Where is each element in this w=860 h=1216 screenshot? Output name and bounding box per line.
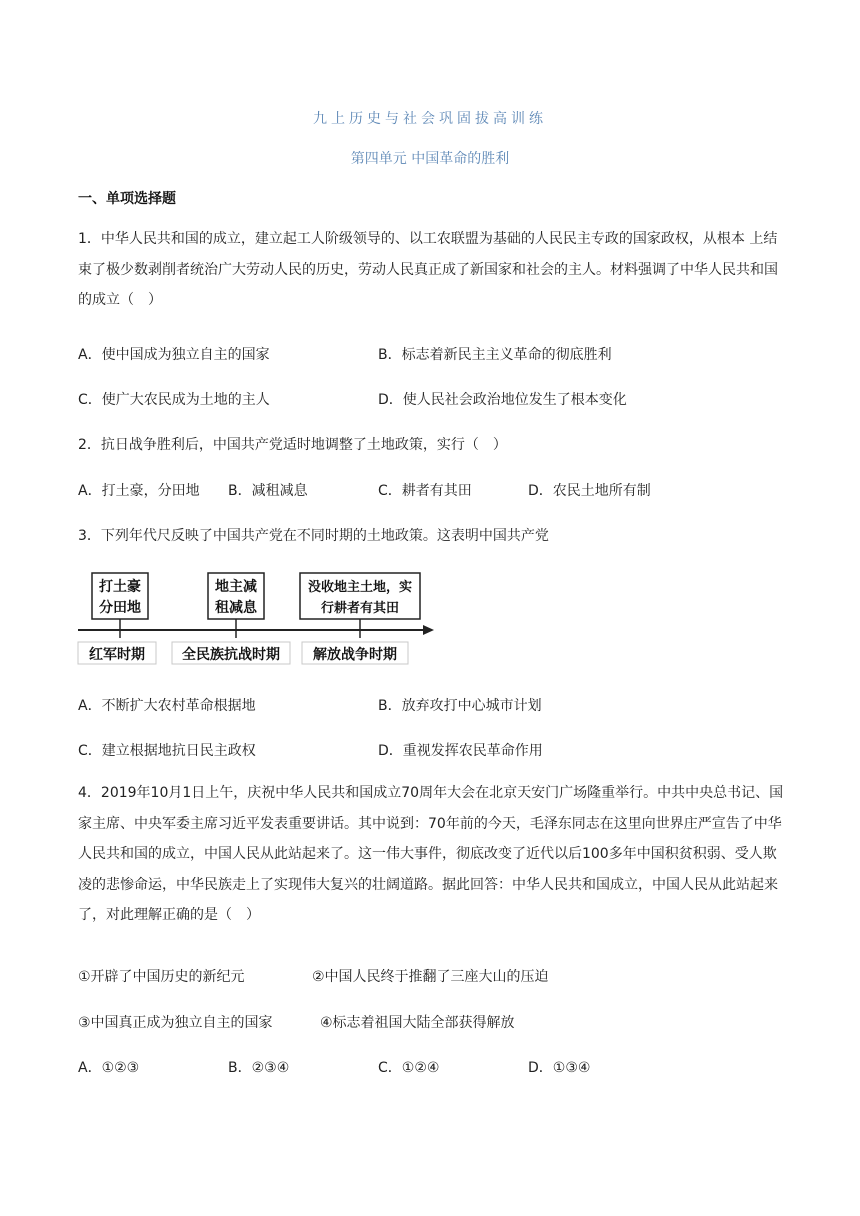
q4-statement-1: ①开辟了中国历史的新纪元	[78, 969, 245, 985]
q3-option-c: C．建立根据地抗日民主政权	[78, 743, 256, 759]
q2-option-b: B．减租减息	[228, 483, 308, 499]
q4-option-d: D．①③④	[528, 1060, 591, 1076]
q2-option-c: C．耕者有其田	[378, 483, 472, 499]
period-label-liberation: 解放战争时期	[313, 647, 397, 663]
q4-statement-3: ③中国真正成为独立自主的国家	[78, 1015, 273, 1031]
timeline-box-1-line1: 打土豪	[99, 579, 141, 595]
land-policy-timeline-figure	[74, 568, 440, 672]
period-label-anti-japanese: 全民族抗战时期	[182, 647, 280, 663]
question-3-stem: 3．下列年代尺反映了中国共产党在不同时期的土地政策。这表明中国共产党	[78, 528, 549, 544]
timeline-box-1-line2: 分田地	[99, 600, 141, 616]
question-1-stem: 1．中华人民共和国的成立，建立起工人阶级领导的、以工农联盟为基础的人民民主专政的国家政权，从根本 上结束了极少数剥削者统治广大劳动人民的历史，劳动人民真正成了新国家和社会的主人。材料强调了中华人民共和国的成立（ ）	[78, 231, 778, 308]
q1-option-c: C．使广大农民成为土地的主人	[78, 392, 270, 408]
timeline-box-2-line1: 地主减	[215, 579, 257, 595]
q4-option-a: A．①②③	[78, 1060, 140, 1076]
q2-option-d: D．农民土地所有制	[528, 483, 651, 499]
q4-statement-4: ④标志着祖国大陆全部获得解放	[320, 1015, 515, 1031]
question-4-stem: 4．2019年10月1日上午，庆祝中华人民共和国成立70周年大会在北京天安门广场隆重举行。中共中央总书记、国家主席、中央军委主席习近平发表重要讲话。其中说到：70年前的今天，毛泽东同志在这里向世界庄严宣告了中华人民共和国的成立，中国人民从此站起来了。这一伟大事件，彻底改变了近代以后100多年中国积贫积弱、受人欺凌的悲惨命运，中华民族走上了实现伟大复兴的壮阔道路。据此回答：中华人民共和国成立，中国人民从此站起来了，对此理解正确的是（ ）	[78, 785, 784, 923]
timeline-arrow-head	[423, 625, 434, 635]
q3-option-d: D．重视发挥农民革命作用	[378, 743, 543, 759]
document-title: 九上历史与社会巩固拔高训练	[313, 111, 547, 127]
q2-option-a: A．打土豪，分田地	[78, 483, 200, 499]
question-2-stem: 2．抗日战争胜利后，中国共产党适时地调整了土地政策，实行（ ）	[78, 437, 507, 453]
timeline-box-3-line1: 没收地主土地，实	[307, 580, 413, 595]
unit-subtitle: 第四单元 中国革命的胜利	[350, 151, 510, 167]
q1-option-a: A．使中国成为独立自主的国家	[78, 347, 270, 363]
section-heading: 一、单项选择题	[78, 191, 176, 207]
q3-option-b: B．放弃攻打中心城市计划	[378, 698, 542, 714]
q1-option-b: B．标志着新民主主义革命的彻底胜利	[378, 347, 612, 363]
q4-option-b: B．②③④	[228, 1060, 290, 1076]
period-label-red-army: 红军时期	[89, 647, 145, 663]
q3-option-a: A．不断扩大农村革命根据地	[78, 698, 256, 714]
q1-option-d: D．使人民社会政治地位发生了根本变化	[378, 392, 627, 408]
timeline-box-2-line2: 租减息	[215, 600, 257, 616]
timeline-box-3-line2: 行耕者有其田	[320, 601, 400, 616]
q4-statement-2: ②中国人民终于推翻了三座大山的压迫	[312, 969, 549, 985]
q4-option-c: C．①②④	[378, 1060, 440, 1076]
